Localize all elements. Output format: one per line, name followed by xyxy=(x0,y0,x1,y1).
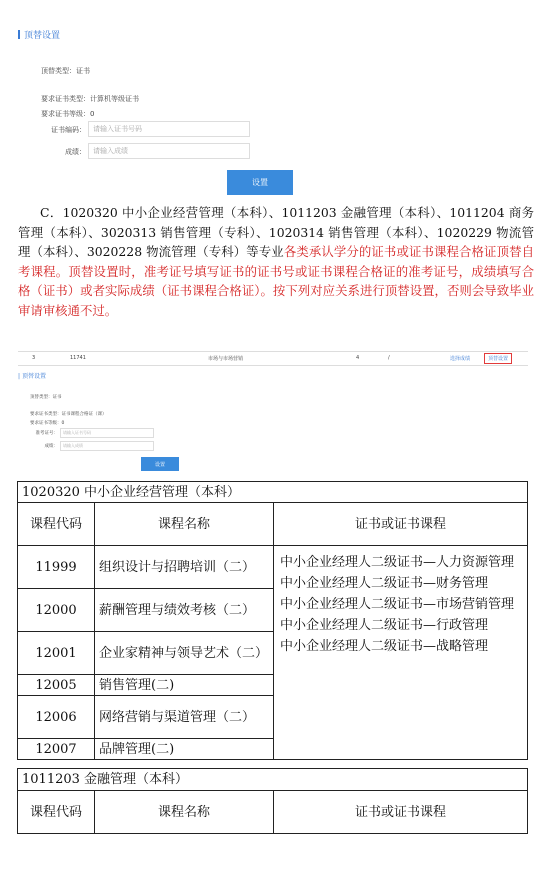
course-name: 品牌管理(二) xyxy=(95,739,274,760)
row-index: 3 xyxy=(32,355,36,361)
cert-item: 中小企业经理人二级证书—战略管理 xyxy=(280,639,489,654)
header-code: 课程代码 xyxy=(18,503,95,546)
mini-cert-type-label: 要求证书类型：证书课程合格证（课） xyxy=(30,412,107,417)
header-name: 课程名称 xyxy=(95,503,274,546)
cert-item: 中小企业经理人二级证书—财务管理 xyxy=(280,576,489,591)
paragraph-text: C．1020320 中小企业经营管理（本科）、1011203 金融管理（本科）、1011204 商务管理（本科）、3020313 销售管理（专科）、1020314 销售管理（本科）、1020229 物流管理（本科）、3020228 物流管理（专科）等专业 xyxy=(18,205,534,259)
set-button[interactable]: 设置 xyxy=(227,170,293,195)
course-name: 网络营销与渠道管理（二） xyxy=(95,696,274,739)
header-name: 课程名称 xyxy=(95,791,274,834)
header-cert: 证书或证书课程 xyxy=(274,503,528,546)
row-slash: / xyxy=(388,355,390,361)
mini-cert-level-label: 要求证书等级：0 xyxy=(30,421,65,426)
header-cert: 证书或证书课程 xyxy=(274,791,528,834)
score-input[interactable]: 请输入成绩 xyxy=(88,143,250,159)
course-name: 企业家精神与领导艺术（二） xyxy=(95,632,274,675)
course-code: 12001 xyxy=(18,632,95,675)
cert-type-label: 要求证书类型：计算机等级证书 xyxy=(41,95,139,103)
course-code: 11999 xyxy=(18,546,95,589)
cert-cell xyxy=(274,546,528,760)
mini-score-label: 成绩： xyxy=(44,444,58,449)
cert-level-label: 要求证书等级：0 xyxy=(41,110,95,118)
row-name: 市场与市场营销 xyxy=(208,356,244,362)
cert-item: 中小企业经理人二级证书—人力资源管理 xyxy=(280,555,515,570)
replace-setting-link[interactable]: 顶替设置 xyxy=(484,353,512,364)
table-title: 1011203 金融管理（本科） xyxy=(18,769,528,791)
row-credit: 4 xyxy=(356,355,360,361)
section-title: 顶替设置 xyxy=(18,28,60,41)
cert-item: 中小企业经理人二级证书—市场营销管理 xyxy=(280,597,515,612)
header-code: 课程代码 xyxy=(18,791,95,834)
mini-cert-no-label: 准考证号： xyxy=(35,431,58,436)
course-row xyxy=(18,351,528,366)
mini-score-input[interactable]: 请输入成绩 xyxy=(60,441,154,451)
mini-set-button[interactable]: 设置 xyxy=(141,457,179,471)
cert-item: 中小企业经理人二级证书—行政管理 xyxy=(280,618,489,633)
course-name: 组织设计与招聘培训（二） xyxy=(95,546,274,589)
course-code: 12005 xyxy=(18,675,95,696)
instruction-paragraph xyxy=(18,203,534,320)
mini-section-title: | 顶替设置 xyxy=(18,373,46,380)
mapping-table-2 xyxy=(17,768,528,834)
type-label: 顶替类型：证书 xyxy=(41,67,90,75)
mini-cert-no-input[interactable]: 请输入证书号码 xyxy=(60,428,154,438)
mapping-table-1 xyxy=(17,481,528,760)
course-code: 12000 xyxy=(18,589,95,632)
course-name: 销售管理(二) xyxy=(95,675,274,696)
cert-no-input[interactable]: 请输入证书号码 xyxy=(88,121,250,137)
select-score-link[interactable]: 选择成绩 xyxy=(450,356,471,362)
mini-type-label: 顶替类型：证书 xyxy=(30,395,62,400)
course-code: 12007 xyxy=(18,739,95,760)
table-title: 1020320 中小企业经营管理（本科） xyxy=(18,482,528,503)
paragraph-warning: 各类承认学分的证书或证书课程合格证顶替自考课程。顶替设置时，准考证号填写证书的证书号或证书课程合格证的准考证号，成绩填写合格（证书）或者实际成绩（证书课程合格证）。按下列对应关系进行顶替设置，否则会导致毕业审请审核通不过。 xyxy=(18,244,534,318)
score-label: 成绩： xyxy=(65,148,86,156)
course-name: 薪酬管理与绩效考核（二） xyxy=(95,589,274,632)
row-code: 11741 xyxy=(70,355,86,361)
cert-no-label: 证书编码： xyxy=(51,126,86,134)
course-code: 12006 xyxy=(18,696,95,739)
